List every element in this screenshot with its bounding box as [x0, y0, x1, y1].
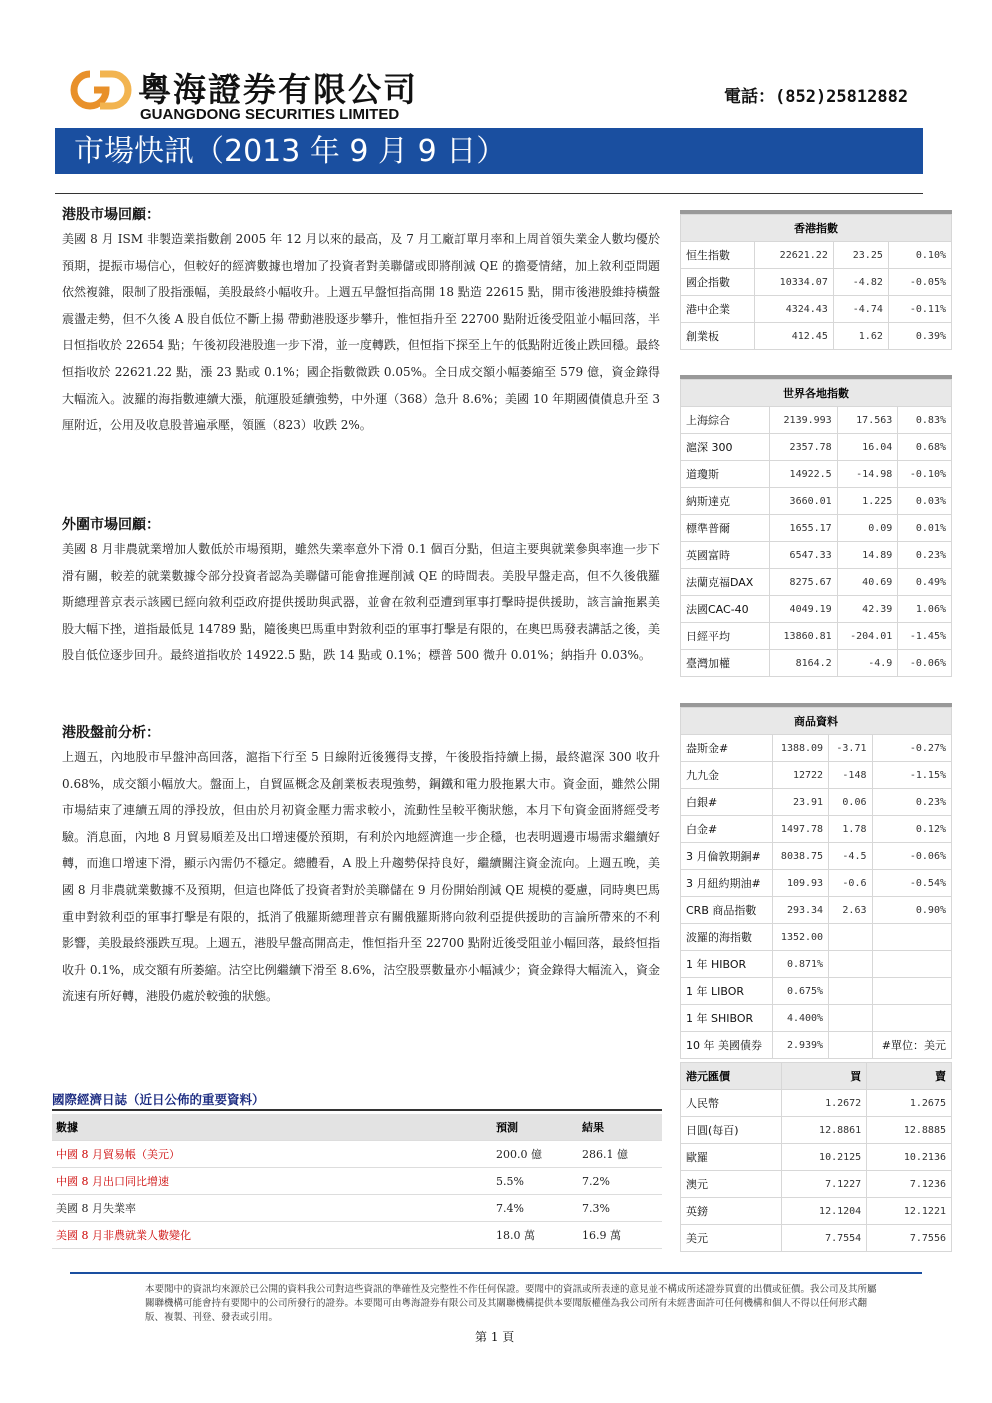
table-row: 3 月倫敦期銅# 8038.75 -4.5 -0.06% [681, 843, 952, 870]
footer-divider [70, 1272, 922, 1274]
world-indices-table [680, 379, 952, 677]
table-row: 道瓊斯 14922.5 -14.98 -0.10% [681, 461, 952, 488]
table-row: 1 年 HIBOR 0.871% [681, 951, 952, 978]
divider [52, 1109, 662, 1111]
table-row: 九九金 12722 -148 -1.15% [681, 762, 952, 789]
phone-number: 電話：(852)25812882 [724, 87, 909, 107]
table-row: 英國富時 6547.33 14.89 0.23% [681, 542, 952, 569]
hk-review-text: 美國 8 月 ISM 非製造業指數創 2005 年 12 月以來的最高，及 7 月工廠訂單月率和上周首領失業金人數均優於預期，提振市場信心，但較好的經濟數據也增加了投資者對美聯儲或即將削減 QE 的擔憂情緒，加上敘利亞問題依然複雜，限制了股指漲幅，美股最終小幅收升。上週五早盤恒指高開 18 點造 22615 點，開市後港股維持橫盤震盪走勢，但不久後 A 股自低位不斷上揚 帶動港股逐步攀升，惟恒指升至 22700 點附近後受阻並小幅回落，半日恒指收於 22654 點；午後初段港股進一步下滑，並一度轉跌，但恒指下探至上午的低點附近後止跌回穩。最終恒指收於 22621.22 點，漲 23 點或 0.1%；國企指數微跌 0.05%。全日成交額小幅萎縮至 579 億，資金錄得大幅流入。波羅的海指數連續大漲，航運股延續強勢，中外運（368）急升 8.6%；美國 10 年期國債債息升至 3 厘附近，公用及收息股普遍承壓，領匯（823）收跌 2%。 [62, 232, 660, 433]
table-title: 世界各地指數 [681, 380, 952, 407]
overseas-review-text: 美國 8 月非農就業增加人數低於市場預期，雖然失業率意外下滑 0.1 個百分點，但這主要與就業參與率進一步下滑有關，較差的就業數據令部分投資者認為美聯儲可能會推遲削減 QE 的時間表。美股早盤走高，但不久後俄羅斯總理普京表示該國已經向敘利亞政府提供援助與武器，並會在敘利亞遭到軍事打擊時提供援助，該言論拖累美股大幅下挫，道指最低見 14789 點，隨後奧巴馬重申對敘利亞的軍事打擊是有限的，在奧巴馬發表講話之後，美股自低位逐步回升。最終道指收於 14922.5 點，跌 14 點或 0.1%；標普 500 微升 0.01%；納指升 0.03%。 [62, 542, 660, 663]
fx-table [680, 1062, 952, 1252]
table-row: 國企指數 10334.07 -4.82 -0.05% [681, 269, 952, 296]
company-logo-icon [70, 70, 132, 110]
table-row: 波羅的海指數 1352.00 [681, 924, 952, 951]
table-header-row: 數據 預測 結果 [52, 1114, 662, 1141]
page-number: 第 1 頁 [475, 1330, 515, 1344]
table-row: 港中企業 4324.43 -4.74 -0.11% [681, 296, 952, 323]
table-row: 澳元 7.1227 7.1236 [681, 1171, 952, 1198]
disclaimer-text: 本要聞中的資訊均來源於已公開的資料我公司對這些資訊的準確性及完整性不作任何保證。要聞中的資訊或所表達的意見並不構成所述證券買賣的出價或征價。我公司及其所屬關聯機構可能會持有要聞中的公司所發行的證券。本要聞可由粵海證券有限公司及其關聯機構提供本要聞版權僅為我公司所有未經書面許可任何機構和個人不得以任何形式翻版、複製、刊登、發表或引用。 [145, 1284, 877, 1323]
table-row: 白銀# 23.91 0.06 0.23% [681, 789, 952, 816]
page-title: 市場快訊（2013 年 9 月 9 日） [74, 134, 507, 169]
table-row: 1 年 LIBOR 0.675% [681, 978, 952, 1005]
table-row: 上海綜合 2139.993 17.563 0.83% [681, 407, 952, 434]
table-row: 滬深 300 2357.78 16.04 0.68% [681, 434, 952, 461]
table-title: 香港指數 [681, 215, 952, 242]
table-row: 美國 8 月非農就業人數變化 18.0 萬 16.9 萬 [52, 1222, 662, 1249]
table-row: 盎斯金# 1388.09 -3.71 -0.27% [681, 735, 952, 762]
table-row: 日圓(每百) 12.8861 12.8885 [681, 1117, 952, 1144]
table-row: 白金# 1497.78 1.78 0.12% [681, 816, 952, 843]
premarket-heading: 港股盤前分析： [62, 725, 160, 741]
company-name-cn: 粵海證券有限公司 [138, 70, 418, 109]
table-row: 法國CAC-40 4049.19 42.39 1.06% [681, 596, 952, 623]
table-row: 臺灣加權 8164.2 -4.9 -0.06% [681, 650, 952, 677]
fx-sell-header: 賣 [867, 1063, 952, 1090]
table-row: 標準普爾 1655.17 0.09 0.01% [681, 515, 952, 542]
table-row: 法蘭克福DAX 8275.67 40.69 0.49% [681, 569, 952, 596]
table-row: 1 年 SHIBOR 4.400% [681, 1005, 952, 1032]
table-row: 中國 8 月貿易帳（美元） 200.0 億 286.1 億 [52, 1141, 662, 1168]
table-row: 中國 8 月出口同比增速 5.5% 7.2% [52, 1168, 662, 1195]
fx-title: 港元匯價 [681, 1063, 782, 1090]
overseas-review-heading: 外圍市場回顧： [62, 517, 160, 533]
table-row: 人民幣 1.2672 1.2675 [681, 1090, 952, 1117]
divider [55, 193, 923, 194]
commodities-table [680, 707, 952, 1059]
premarket-text: 上週五，內地股市早盤沖高回落，滬指下行至 5 日線附近後獲得支撐，午後股指持續上揚，最終滬深 300 收升 0.68%，成交額小幅放大。盤面上，自貿區概念及創業板表現強勢，鋼鐵和電力股拖累大市。資金面，雖然公開市場結束了連續五周的淨投放，但由於月初資金壓力需求較小，流動性呈較平衡狀態，本月下旬資金面將經受考驗。消息面，內地 8 月貿易順差及出口增速優於預期，有利於內地經濟進一步企穩，也表明週邊市場需求繼續好轉，而進口增速下滑，顯示內需仍不穩定。總體看，A 股上升趨勢保持良好，繼續關注資金流向。上週五晚，美國 8 月非農就業數據不及預期，但這也降低了投資者對於美聯儲在 9 月份開始削減 QE 規模的憂慮，同時奧巴馬重申對敘利亞的軍事打擊是有限的，抵消了俄羅斯總理普京有關俄羅斯將向敘利亞提供援助的言論所帶來的不利影響，美股最終漲跌互現。上週五，港股早盤高開高走，惟恒指升至 22700 點附近後受阻並小幅回落，最終恒指收升 0.1%，成交額有所萎縮。沽空比例繼續下滑至 8.6%，沽空股票數量亦小幅減少；資金錄得大幅流入，資金流速有所好轉，港股仍處於較強的狀態。 [62, 750, 660, 1004]
table-title: 商品資料 [681, 708, 952, 735]
table-row: 美元 7.7554 7.7556 [681, 1225, 952, 1252]
table-row: 英鎊 12.1204 12.1221 [681, 1198, 952, 1225]
table-row: 歐羅 10.2125 10.2136 [681, 1144, 952, 1171]
table-row: 創業板 412.45 1.62 0.39% [681, 323, 952, 350]
table-row: 美國 8 月失業率 7.4% 7.3% [52, 1195, 662, 1222]
table-row: 日經平均 13860.81 -204.01 -1.45% [681, 623, 952, 650]
table-row: 3 月紐約期油# 109.93 -0.6 -0.54% [681, 870, 952, 897]
hk-review-heading: 港股市場回顧： [62, 207, 160, 223]
table-row: 納斯達克 3660.01 1.225 0.03% [681, 488, 952, 515]
econ-calendar-table [52, 1114, 662, 1249]
company-name-en: GUANGDONG SECURITIES LIMITED [140, 106, 400, 123]
econ-calendar-title: 國際經濟日誌（近日公佈的重要資料） [52, 1092, 265, 1107]
hk-indices-table [680, 214, 952, 350]
table-row: 恒生指數 22621.22 23.25 0.10% [681, 242, 952, 269]
table-row: CRB 商品指數 293.34 2.63 0.90% [681, 897, 952, 924]
table-row: 10 年 美國債券 2.939% #單位：美元 [681, 1032, 952, 1059]
fx-buy-header: 買 [782, 1063, 867, 1090]
